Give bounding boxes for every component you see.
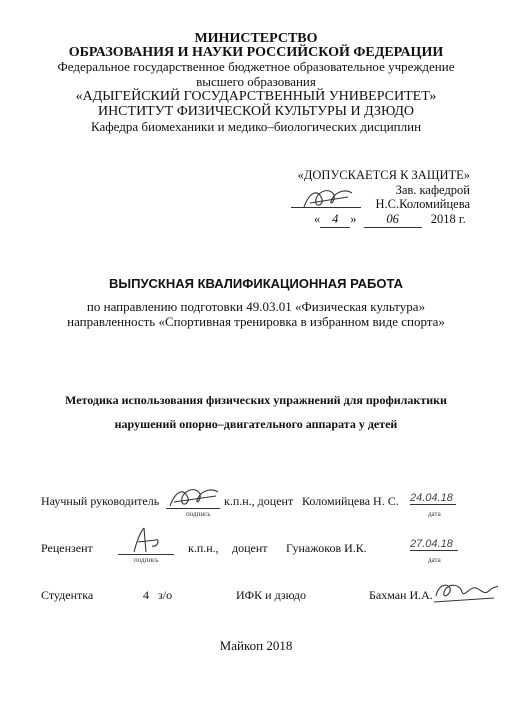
city-year: Майкоп 2018 (219, 638, 293, 653)
supervisor-date-caption: дата (428, 510, 441, 518)
date-close-quote: » (350, 212, 357, 226)
topic-line-2: нарушений опорно–двигательного аппарата у детей (114, 417, 398, 431)
student-label: Студентка (41, 588, 94, 602)
reviewer-signature-caption: подпись (134, 556, 159, 564)
approval-day: 4 (320, 212, 350, 228)
head-position: Зав. кафедрой (395, 183, 470, 197)
thesis-profile: направленность «Спортивная тренировка в избранном виде спорта» (67, 314, 445, 329)
supervisor-degree: к.п.н., доцент (224, 494, 294, 508)
student-signature (432, 578, 500, 606)
topic-line-1: Методика использования физических упражнений для профилактики (65, 393, 447, 407)
supervisor-signature (166, 484, 224, 512)
head-name: Н.С.Коломийцева (375, 197, 470, 211)
university-name: «АДЫГЕЙСКИЙ ГОСУДАРСТВЕННЫЙ УНИВЕРСИТЕТ» (75, 89, 437, 104)
reviewer-label: Рецензент (41, 541, 93, 555)
supervisor-label: Научный руководитель (41, 494, 160, 508)
institute-name: ИНСТИТУТ ФИЗИЧЕСКОЙ КУЛЬТУРЫ И ДЗЮДО (97, 104, 415, 119)
thesis-title: ВЫПУСКНАЯ КВАЛИФИКАЦИОННАЯ РАБОТА (108, 276, 403, 291)
approval-month: 06 (364, 212, 422, 228)
date-open-quote: « (314, 212, 321, 226)
student-study-form: з/о (158, 588, 173, 602)
reviewer-title: доцент (232, 541, 268, 555)
thesis-direction: по направлению подготовки 49.03.01 «Физическая культура» (86, 299, 426, 314)
student-name: Бахман И.А. (369, 588, 433, 602)
institution-type: Федеральное государственное бюджетное образовательное учреждение (57, 59, 455, 74)
admit-to-defense: «ДОПУСКАЕТСЯ К ЗАЩИТЕ» (297, 168, 470, 182)
reviewer-date: 27.04.18 (410, 538, 458, 551)
reviewer-name: Гунажоков И.К. (286, 541, 367, 555)
student-course: 4 (143, 588, 149, 602)
head-signature (300, 185, 360, 213)
institution-level: высшего образования (196, 74, 316, 89)
reviewer-signature (128, 526, 168, 556)
ministry-title: МИНИСТЕРСТВО (194, 31, 318, 46)
reviewer-date-caption: дата (428, 556, 441, 564)
department-name: Кафедра биомеханики и медико–биологических дисциплин (90, 119, 422, 134)
supervisor-signature-caption: подпись (186, 510, 211, 518)
supervisor-name: Коломийцева Н. С. (302, 494, 399, 508)
ministry-subtitle: ОБРАЗОВАНИЯ И НАУКИ РОССИЙСКОЙ ФЕДЕРАЦИИ (68, 45, 444, 60)
student-institute: ИФК и дзюдо (236, 588, 307, 602)
reviewer-degree: к.п.н., (188, 541, 219, 555)
approval-year: 2018 г. (430, 212, 466, 226)
supervisor-date: 24.04.18 (410, 492, 456, 505)
approval-date (314, 212, 466, 228)
